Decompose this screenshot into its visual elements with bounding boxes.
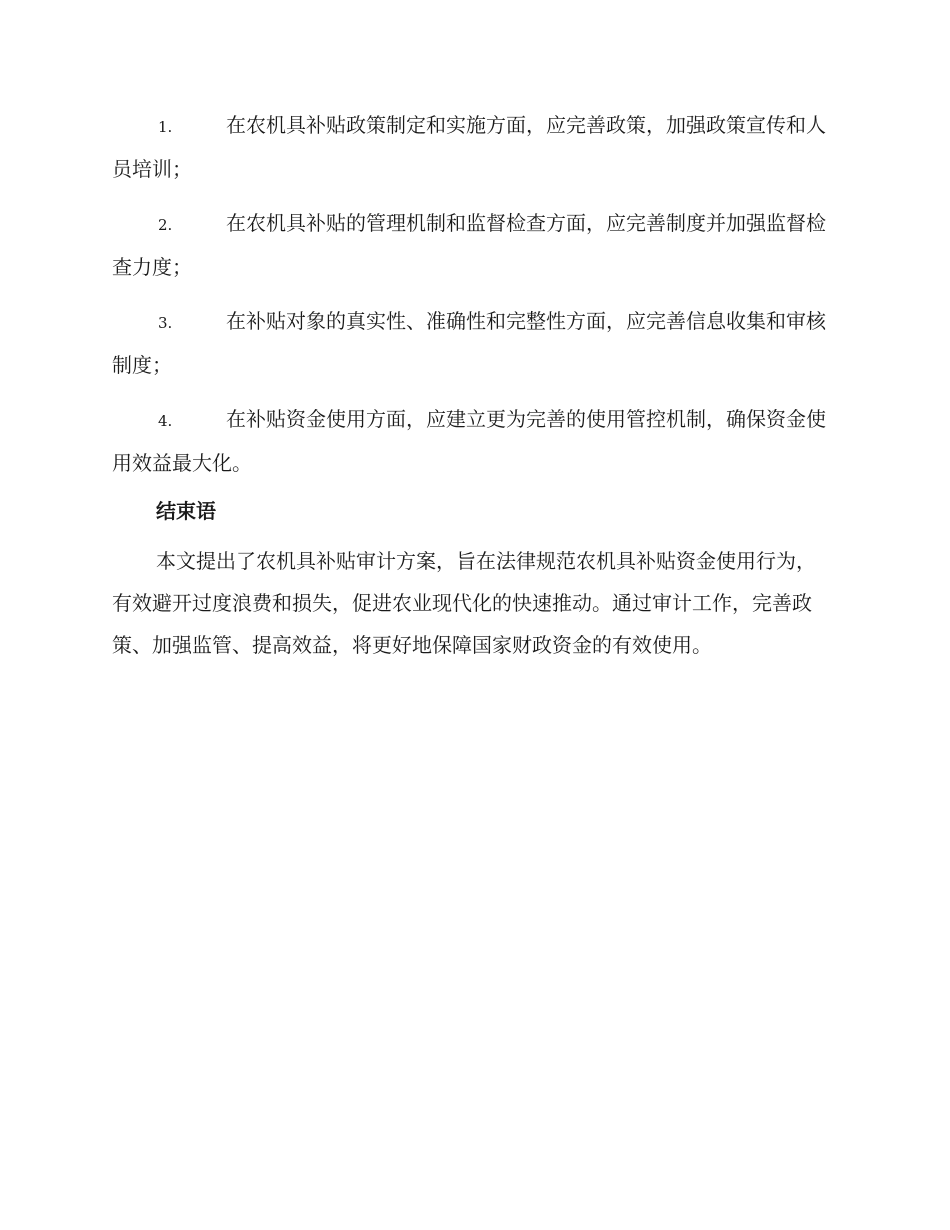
list-item	[112, 202, 834, 288]
list-item-text: 在农机具补贴的管理机制和监督检查方面，应完善制度并加强监督检查力度；	[112, 211, 826, 279]
list-number: 1.	[158, 118, 173, 136]
recommendation-list	[112, 104, 834, 484]
list-item-text: 在农机具补贴政策制定和实施方面，应完善政策，加强政策宣传和人员培训；	[112, 113, 826, 181]
conclusion-paragraph: 本文提出了农机具补贴审计方案，旨在法律规范农机具补贴资金使用行为，有效避开过度浪费和损失，促进农业现代化的快速推动。通过审计工作，完善政策、加强监管、提高效益，将更好地保障国家财政资金的有效使用。	[112, 549, 816, 657]
list-item-text: 在补贴对象的真实性、准确性和完整性方面，应完善信息收集和审核制度；	[112, 309, 826, 377]
conclusion-heading: 结束语	[156, 499, 216, 523]
list-item	[112, 300, 834, 386]
list-number: 4.	[158, 412, 173, 430]
list-item	[112, 398, 834, 484]
list-item-text: 在补贴资金使用方面，应建立更为完善的使用管控机制，确保资金使用效益最大化。	[112, 407, 826, 475]
list-number: 3.	[158, 314, 173, 332]
document-page	[112, 104, 834, 666]
list-number: 2.	[158, 216, 173, 234]
list-item	[112, 104, 834, 190]
